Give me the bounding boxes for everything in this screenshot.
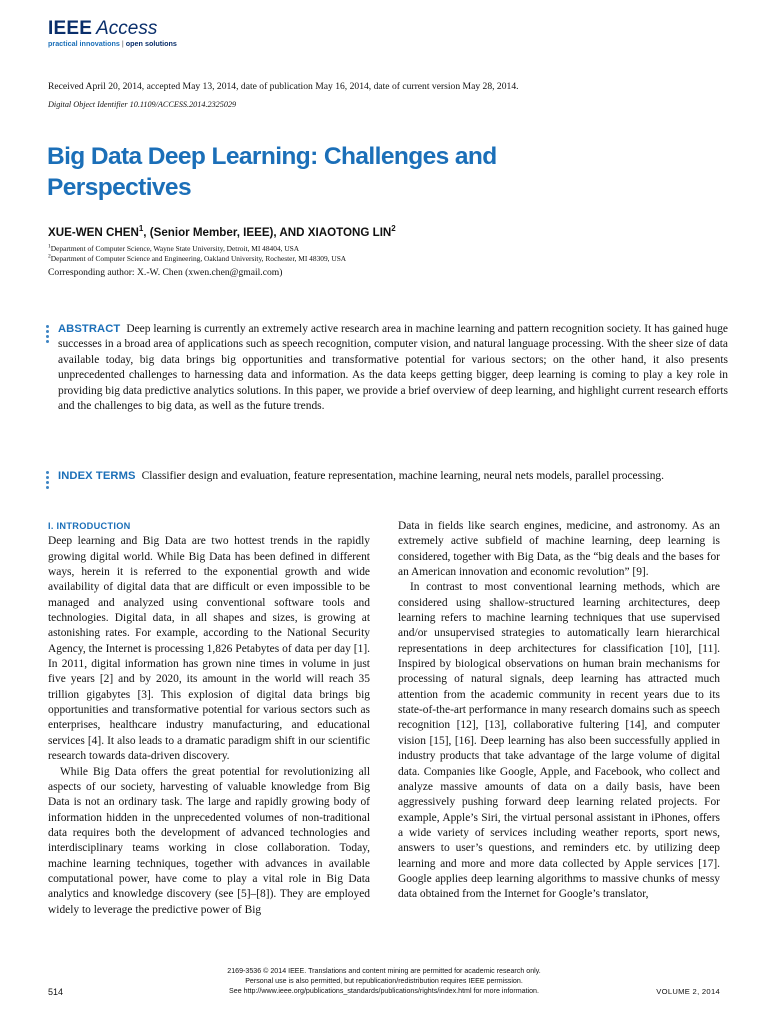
abstract-dots-icon [46, 325, 50, 345]
author-line [48, 226, 396, 240]
affiliation-2: $^2$Department of Computer Science and Engineering, Oakland University, Rochester, MI 48309, USA [48, 253, 347, 263]
abstract-label: ABSTRACT [58, 323, 121, 335]
index-terms-text: Classifier design and evaluation, feature representation, machine learning, neural nets models, parallel processing. [141, 470, 665, 482]
left-column [48, 519, 370, 918]
doi-line: Digital Object Identifier 10.1109/ACCESS.2014.2325029 [48, 100, 237, 109]
copyright-line-1: 2169-3536 © 2014 IEEE. Translations and content mining are permitted for academic research only. [227, 967, 541, 975]
index-terms-dots-icon [46, 471, 50, 491]
journal-name-bold: IEEE [48, 18, 93, 39]
right-column [398, 519, 720, 903]
tagline-part-a: practical innovations [48, 39, 120, 48]
abstract-text: Deep learning is currently an extremely active research area in machine learning and pattern recognition society. It has gained huge successes in a broad area of applications such as speech recognition, computer vision, and natural language processing. With the sheer size of data available today, big data brings big opportunities and transformative potential for various sectors; on the other hand, it also presents unprecedented challenges to harnessing data and information. As the data keeps getting bigger, deep learning is coming to play a key role in providing big data predictive analytics solutions. In this paper, we provide a brief overview of deep learning, and highlight current research efforts and the challenges to big data, as well as the future trends. [58, 323, 728, 413]
volume-info: VOLUME 2, 2014 [656, 987, 720, 996]
intro-paragraph-2-continued: Data in fields like search engines, medicine, and astronomy. As an extremely active subfield of machine learning, deep learning is considered, together with Big Data, as the “big deals and the bases for an American innovation and economic revolution” [9]. [398, 520, 720, 579]
copyright-notice [160, 966, 608, 997]
corresponding-author: Corresponding author: X.-W. Chen (xwen.chen@gmail.com) [48, 267, 283, 278]
tagline-separator: | [121, 39, 124, 48]
intro-paragraph-3: In contrast to most conventional learning methods, which are considered using shallow-structured learning architectures, deep learning refers to machine learning techniques that use supervised and/or unsupervised strategies to automatically learn hierarchical representations in deep architectures for classification [10], [11]. Inspired by biological observations on human brain mechanisms for processing of natural signals, deep learning has attracted much attention from the academic community in recent years due to its state-of-the-art performance in many research domains such as speech recognition [12], [13], collaborative fultering [14], and computer vision [15], [16]. Deep learning has also been successfully applied in industry products that take advantage of the large volume of digital data. Companies like Google, Apple, and Facebook, who collect and analyze massive amounts of data on a daily basis, have been aggressively pushing forward deep learning related projects. For example, Apple’s Siri, the virtual personal assistant in iPhones, offers a wide variety of services including weather reports, sport news, answers to user’s questions, and reminders etc. by utilizing deep learning and more and more data collected by Apple services [17]. Google applies deep learning algorithms to massive chunks of messy data obtained from the Internet for Google’s translator, [398, 581, 720, 901]
paper-title: Big Data Deep Learning: Challenges and Perspectives [47, 143, 497, 201]
received-dates: Received April 20, 2014, accepted May 13, 2014, date of publication May 16, 2014, date of current version May 28, 2014. [48, 81, 519, 92]
author-membership: , (Senior Member, IEEE), AND XIAOTONG LIN [143, 226, 392, 239]
author-1: XUE-WEN CHEN [48, 226, 139, 239]
page-number: 514 [48, 987, 64, 997]
index-terms-label: INDEX TERMS [58, 470, 136, 482]
section-heading-introduction: I. INTRODUCTION [48, 521, 131, 531]
journal-tagline [48, 39, 177, 48]
copyright-line-2: Personal use is also permitted, but republication/redistribution requires IEEE permission. [245, 977, 523, 986]
index-terms [58, 469, 728, 484]
affiliation-1: $^1$Department of Computer Science, Wayne State University, Detroit, MI 48404, USA [48, 243, 300, 253]
author-2-affil-mark: 2 [391, 224, 396, 234]
intro-paragraph-1: Deep learning and Big Data are two hottest trends in the rapidly growing digital world. While Big Data has been defined in different ways, herein it is referred to the exponential growth and wide availability of digital data that are difficult or even impossible to be managed and analyzed using conventional software tools and technologies. Digital data, in all shapes and sizes, is growing at astonishing rates. For example, according to the National Security Agency, the Internet is processing 1,826 Petabytes of data per day [1]. In 2011, digital information has grown nine times in volume in just five years [2] and by 2020, its amount in the world will reach 35 trillion gigabytes [3]. This explosion of digital data brings big opportunities and transformative potential for various sectors such as enterprises, healthcare industry manufacturing, and educational services [4]. It also leads to a dramatic paradigm shift in our scientific research towards data-driven discovery. [48, 535, 370, 763]
abstract [58, 322, 728, 414]
journal-logo [48, 19, 177, 48]
journal-name-italic: Access [96, 18, 158, 39]
copyright-line-3: See http://www.ieee.org/publications_standards/publications/rights/index.html for more information. [229, 987, 539, 996]
affiliations [48, 244, 346, 263]
author-1-affil-mark: 1 [138, 224, 144, 234]
journal-name [48, 19, 177, 39]
tagline-part-b: open solutions [125, 39, 177, 48]
intro-paragraph-2: While Big Data offers the great potential for revolutionizing all aspects of our society, harvesting of valuable knowledge from Big Data is not an ordinary task. The large and rapidly growing body of information hidden in the unprecedented volumes of non-traditional data requires both the development of advanced technologies and interdisciplinary teams working in close collaboration. Today, machine learning techniques, together with advances in available computational power, have come to play a vital role in Big Data analytics and knowledge discovery (see [5]–[8]). They are employed widely to leverage the predictive power of Big [48, 765, 370, 916]
